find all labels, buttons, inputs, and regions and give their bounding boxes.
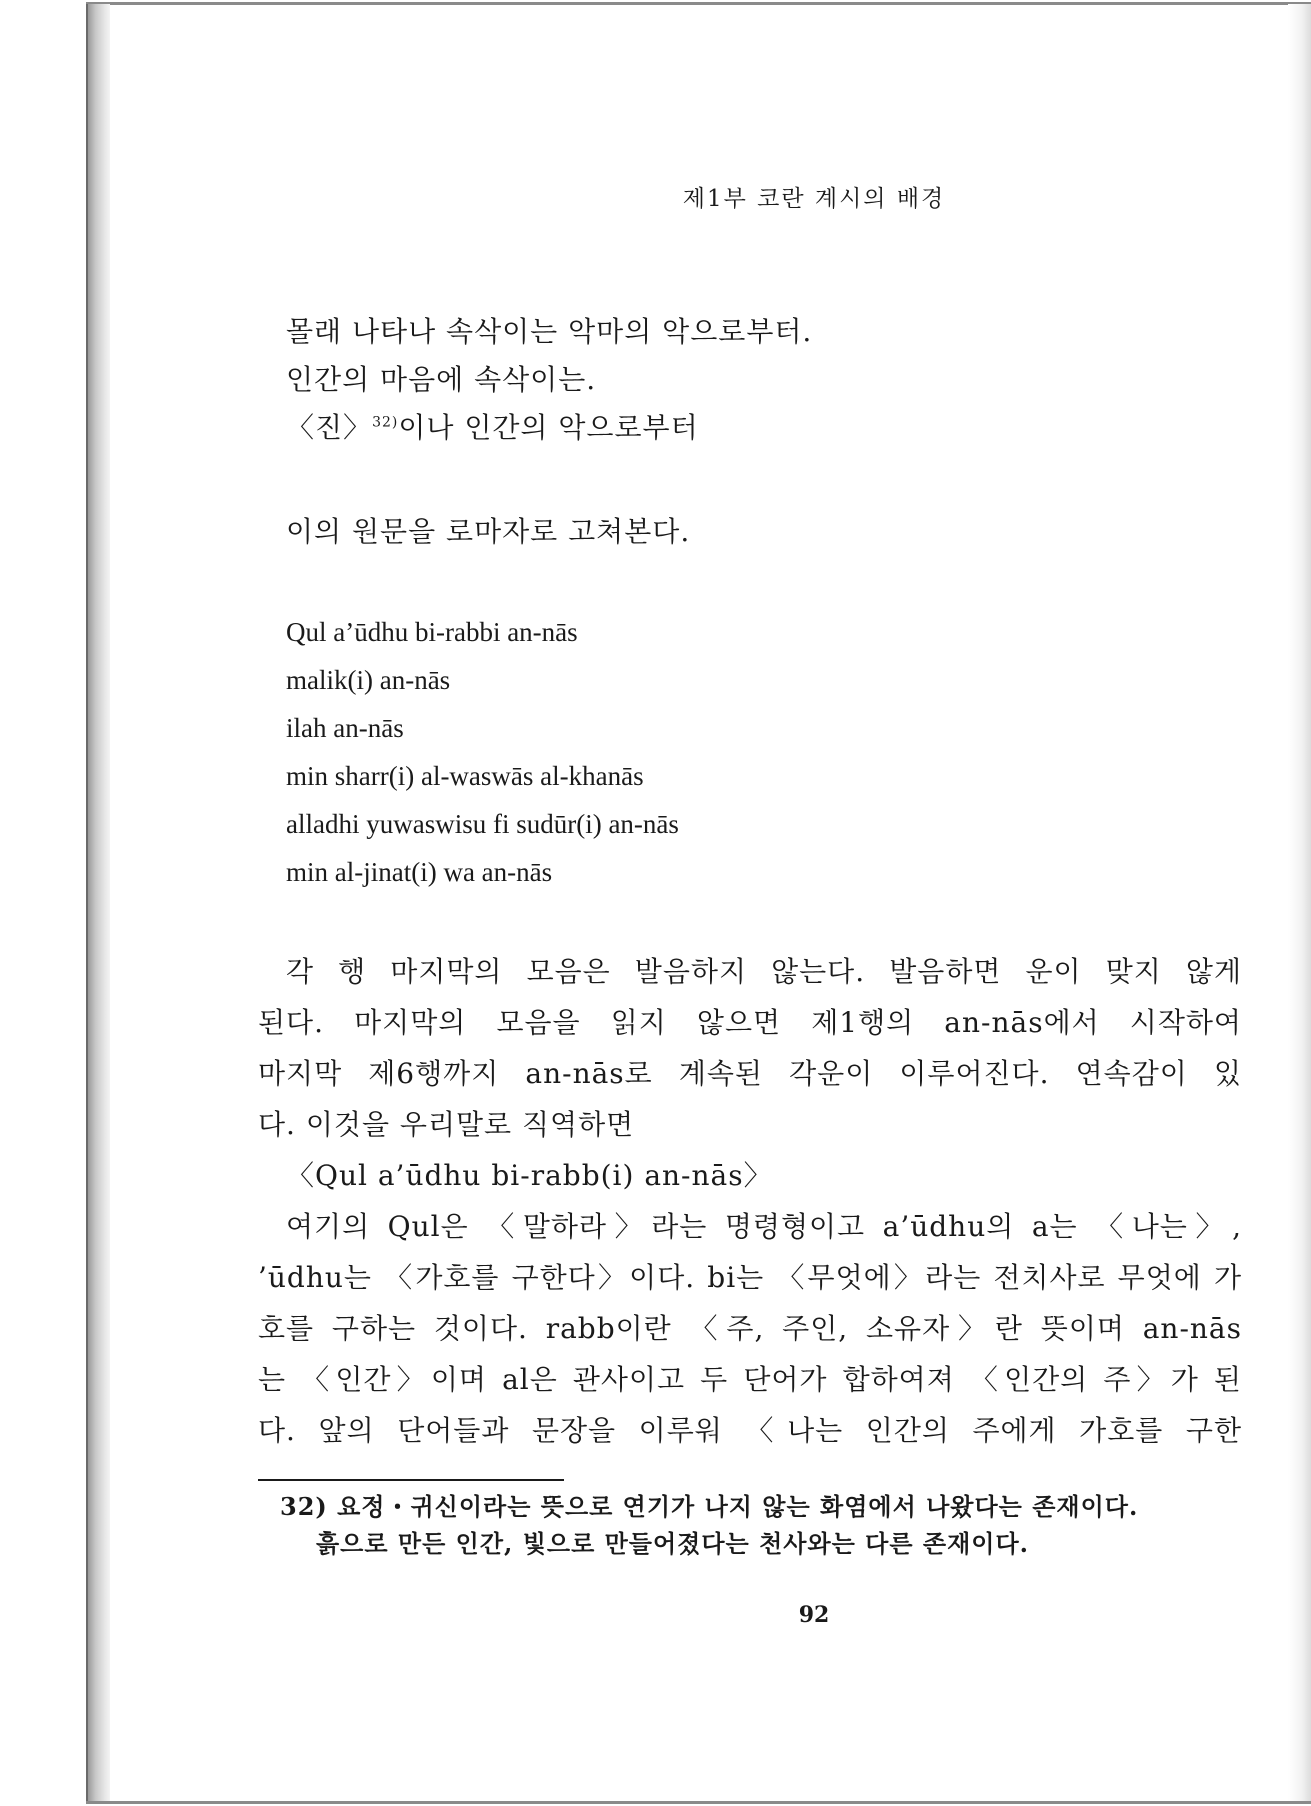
body-line-1: 각 행 마지막의 모음은 발음하지 않는다. 발음하면 운이 맞지 않게 (286, 955, 1242, 988)
body-line-5: 〈Qul a’ūdhu bi-rabb(i) an-nās〉 (286, 1159, 773, 1192)
body-line-4: 다. 이것을 우리말로 직역하면 (258, 1108, 635, 1141)
roman-line-5: alladhi yuwaswisu fi sudūr(i) an-nās (286, 809, 679, 839)
footnote-ref-32[interactable]: 32) (372, 414, 399, 431)
body-line-9: 는 〈인간〉이며 al은 관사이고 두 단어가 합하여져 〈인간의 주〉가 된 (258, 1363, 1242, 1396)
footnote-line-1: 요정・귀신이라는 뜻으로 연기가 나지 않는 화염에서 나왔다는 존재이다. (337, 1492, 1139, 1521)
roman-line-1: Qul a’ūdhu bi-rabbi an-nās (286, 617, 578, 647)
jinn-term: 〈진〉 (286, 411, 373, 444)
footnote-line-2: 흙으로 만든 인간, 빛으로 만들어졌다는 천사와는 다른 존재이다. (316, 1529, 1029, 1558)
verse-line-3 (286, 411, 699, 445)
book-spine-edge (86, 4, 110, 1802)
body-line-6: 여기의 Qul은 〈말하라〉라는 명령형이고 a’ūdhu의 a는 〈나는〉, (286, 1210, 1242, 1243)
verse-line-1: 몰래 나타나 속삭이는 악마의 악으로부터. (286, 315, 813, 348)
body-line-7: ’ūdhu는 〈가호를 구한다〉이다. bi는 〈무엇에〉라는 전치사로 무엇에 가 (258, 1261, 1242, 1294)
body-line-10: 다. 앞의 단어들과 문장을 이루워 〈나는 인간의 주에게 가호를 구한 (258, 1414, 1242, 1447)
roman-line-3: ilah an-nās (286, 713, 404, 743)
footnote-32 (280, 1492, 1138, 1522)
intro-line: 이의 원문을 로마자로 고쳐본다. (286, 515, 691, 548)
roman-line-4: min sharr(i) al-waswās al-khanās (286, 761, 644, 791)
footnote-marker: 32) (280, 1492, 328, 1521)
footnote-rule (258, 1479, 564, 1481)
roman-line-6: min al-jinat(i) wa an-nās (286, 857, 553, 887)
running-head: 제1부 코란 계시의 배경 (682, 186, 946, 212)
page-number: 92 (798, 1602, 830, 1628)
book-page (110, 5, 1288, 1801)
roman-line-2: malik(i) an-nās (286, 665, 451, 695)
body-line-8: 호를 구하는 것이다. rabb이란 〈주, 주인, 소유자〉란 뜻이며 an-nās (258, 1312, 1242, 1345)
body-line-2: 된다. 마지막의 모음을 읽지 않으면 제1행의 an-nās에서 시작하여 (258, 1006, 1242, 1039)
verse-line-2: 인간의 마음에 속삭이는. (286, 363, 597, 396)
verse-line-3-rest: 이나 인간의 악으로부터 (398, 411, 699, 444)
book-right-edge (1288, 4, 1311, 1802)
body-line-3: 마지막 제6행까지 an-nās로 계속된 각운이 이루어진다. 연속감이 있 (258, 1057, 1242, 1090)
book-bottom-edge (86, 1801, 1311, 1804)
